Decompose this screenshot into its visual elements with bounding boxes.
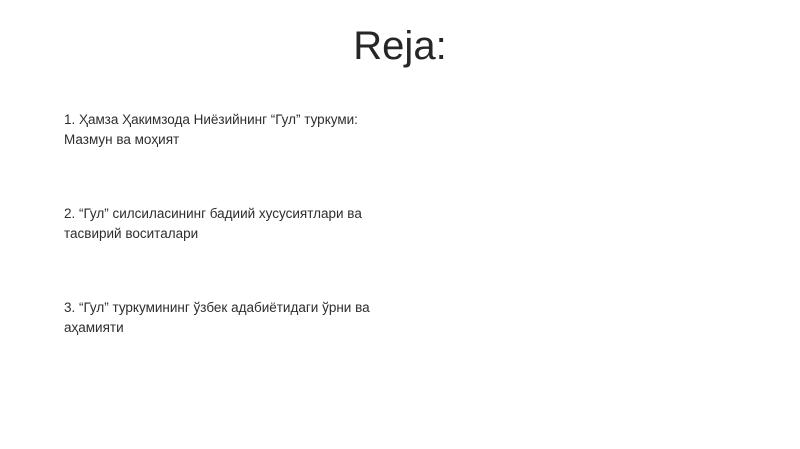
slide-title: Reja: [353, 24, 447, 68]
agenda-item-1: 1. Ҳамза Ҳакимзода Ниёзийнинг “Гул” туркуми: Мазмун ва моҳият [64, 112, 358, 147]
agenda-item-2: 2. “Гул” силсиласининг бадиий хусусиятлари ва тасвирий воситалари [64, 206, 362, 241]
agenda-item-3: 3. “Гул” туркумининг ўзбек адабиётидаги ўрни ва аҳамияти [64, 300, 370, 335]
